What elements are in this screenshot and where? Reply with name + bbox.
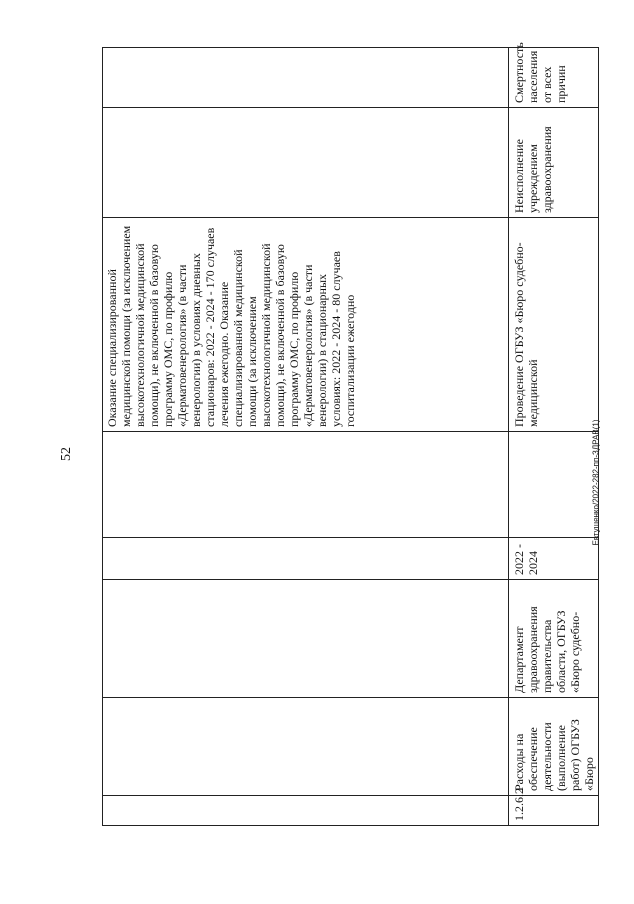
table-row-continued — [103, 48, 509, 826]
cell-r1-c3 — [103, 580, 509, 698]
cell-r1-c4 — [103, 538, 509, 580]
cell-result: Проведение ОГБУЗ «Бюро судебно-медицинской — [509, 218, 599, 432]
cell-funding — [509, 432, 599, 538]
cell-r1-c1 — [103, 796, 509, 826]
cell-r1-c8 — [103, 48, 509, 108]
cell-risk: Неисполнение учреждением здравоохранения — [509, 108, 599, 218]
cell-indicator: Смертность населения от всех причин — [509, 48, 599, 108]
cell-r1-c5 — [103, 432, 509, 538]
page-number: 52 — [59, 447, 74, 461]
document-code: Евтушенко/2022-282-пп-ЗДРАВ(1) — [591, 419, 601, 546]
cell-item-number: 1.2.6.2 — [509, 796, 599, 826]
cell-r1-c2 — [103, 698, 509, 796]
cell-period: 2022 - 2024 — [509, 538, 599, 580]
cell-executor: Департамент здравоохранения правительства области, ОГБУЗ «Бюро судебно- — [509, 580, 599, 698]
table-row-1-2-6-2 — [509, 48, 599, 826]
cell-r1-c6-indicators: Оказание специализированной медицинской помощи (за исключением высокотехнологичной медицинской помощи), не включенной в базовую программу ОМС, по профилю «Дерматовенерология» (в части венерологии) в условиях дневных стационаров: 2022 - 2024 - 170 случаев лечения ежегодно. Оказание специализированной медицинской помощи (за исключением высокотехнологичной медицинской помощи), не включенной в базовую программу ОМС, по профилю «Дерматовенерология» (в части венерологии) в стационарных условиях: 2022 - 2024 - 80 случаев госпитализации ежегодно — [103, 218, 509, 432]
cell-r1-c7 — [103, 108, 509, 218]
cell-item-name: Расходы на обеспечение деятельности (выполнение работ) ОГБУЗ «Бюро — [509, 698, 599, 796]
